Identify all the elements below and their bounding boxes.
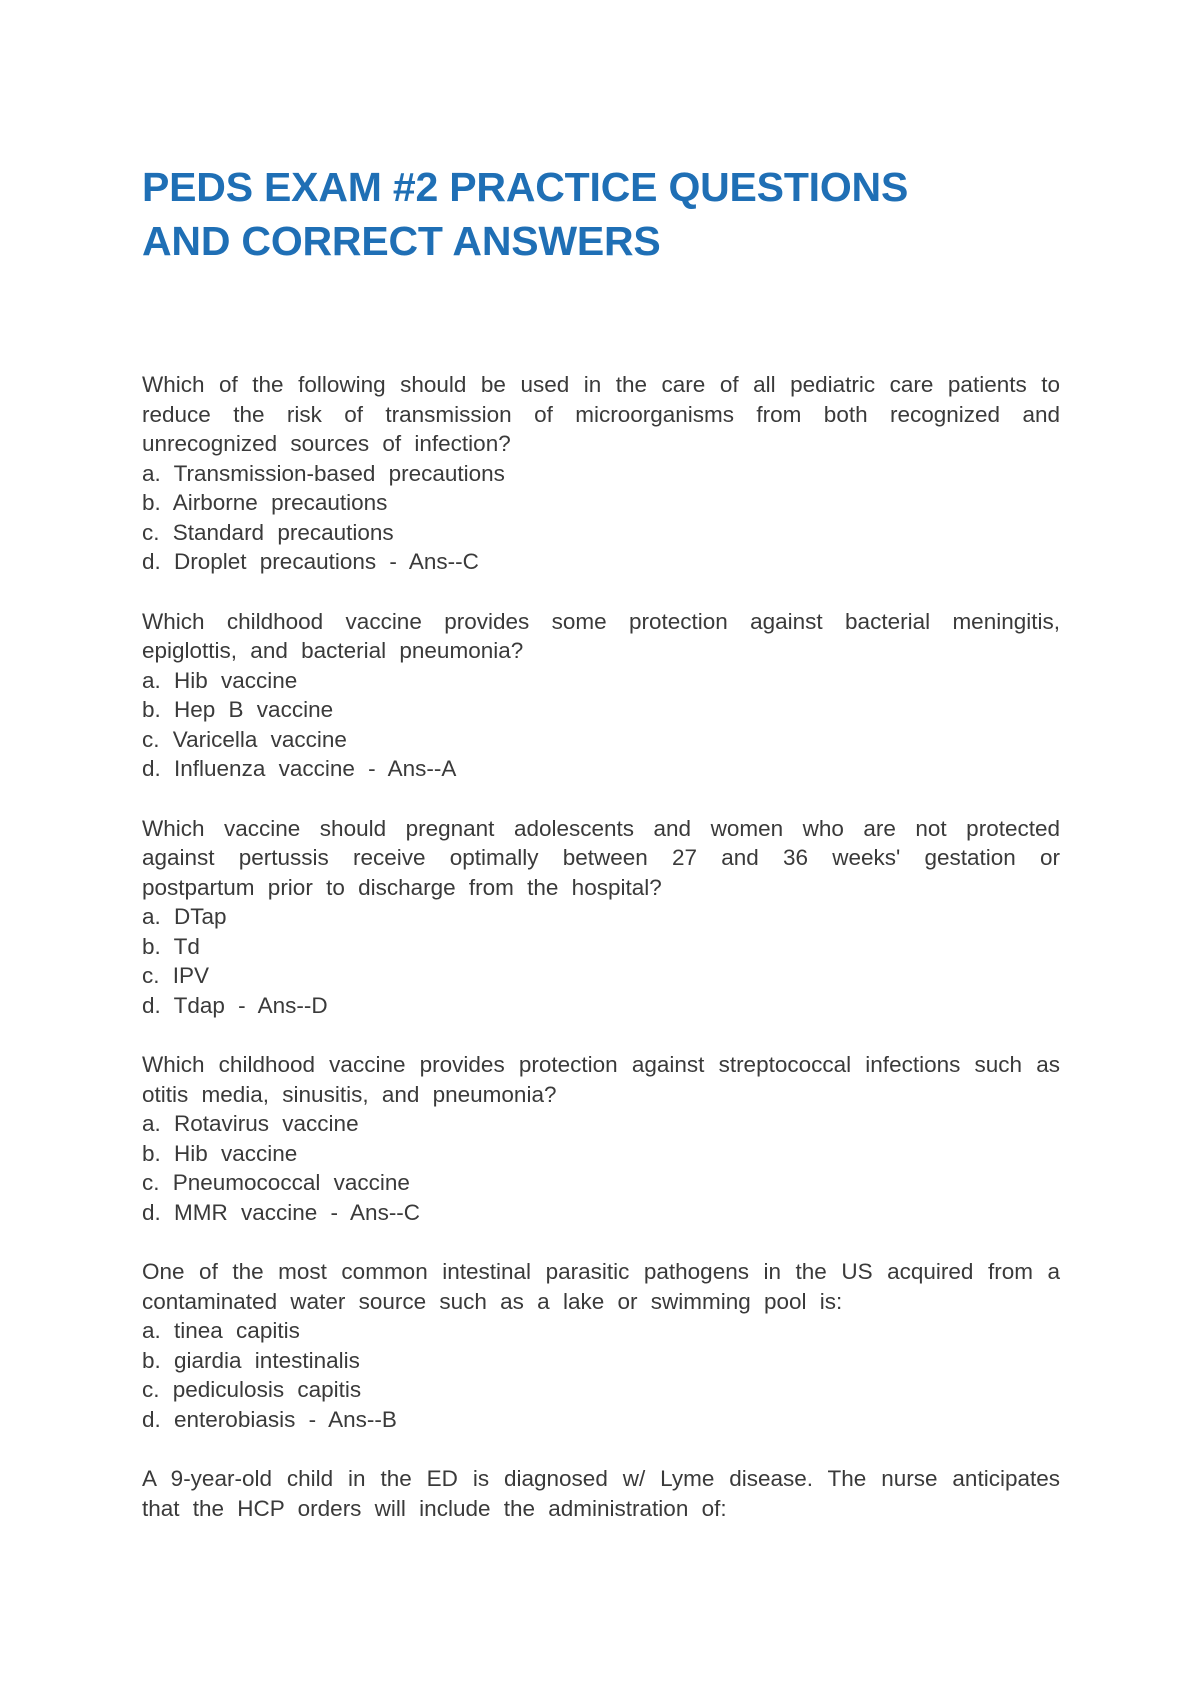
option-b: b. giardia intestinalis (142, 1347, 360, 1373)
option-d-with-answer: d. Droplet precautions - Ans--C (142, 549, 479, 574)
question-4 (142, 1050, 1060, 1227)
option-d-with-answer: d. MMR vaccine - Ans--C (142, 1199, 421, 1225)
question-5 (142, 1257, 1060, 1434)
option-c: c. pediculosis capitis (142, 1377, 362, 1402)
option-a: a. tinea capitis (142, 1318, 300, 1343)
option-a: a. Rotavirus vaccine (142, 1111, 359, 1136)
question-text: Which of the following should be used in the care of all pediatric care patients to reduce the risk of transmission of microorganisms from both recognized and unrecognized sources of infection? (142, 372, 1060, 456)
document-page (142, 160, 1060, 1553)
question-text: Which childhood vaccine provides protection against streptococcal infections such as otitis media, sinusitis, and pneumonia? (142, 1052, 1060, 1107)
option-c: c. Pneumococcal vaccine (142, 1170, 410, 1195)
option-a: a. Transmission-based precautions (142, 460, 505, 486)
answer-options (142, 459, 1060, 577)
document-title (142, 160, 1060, 268)
answer-options (142, 902, 1060, 1020)
answer-options (142, 666, 1060, 784)
question-3 (142, 814, 1060, 1021)
option-a: a. DTap (142, 904, 227, 929)
option-d-with-answer: d. enterobiasis - Ans--B (142, 1406, 397, 1432)
question-text: Which vaccine should pregnant adolescents and women who are not protected against pertussis receive optimally between 27 and 36 weeks' gestation or postpartum prior to discharge from the hospital? (142, 815, 1060, 900)
option-a: a. Hib vaccine (142, 667, 298, 693)
questions-list (142, 370, 1060, 1523)
option-b: b. Hib vaccine (142, 1140, 298, 1166)
question-text: One of the most common intestinal parasitic pathogens in the US acquired from a contaminated water source such as a lake or swimming pool is: (142, 1259, 1060, 1314)
option-d-with-answer: d. Influenza vaccine - Ans--A (142, 756, 457, 781)
question-1 (142, 370, 1060, 577)
option-d-with-answer: d. Tdap - Ans--D (142, 992, 328, 1018)
document-title-line-2: AND CORRECT ANSWERS (142, 218, 661, 264)
answer-options (142, 1316, 1060, 1434)
option-c: c. Standard precautions (142, 519, 394, 545)
option-c: c. IPV (142, 963, 210, 988)
question-6 (142, 1464, 1060, 1523)
document-title-line-1: PEDS EXAM #2 PRACTICE QUESTIONS (142, 164, 909, 210)
question-2 (142, 607, 1060, 784)
question-text: A 9-year-old child in the ED is diagnosed w/ Lyme disease. The nurse anticipates that the HCP orders will include the administration of: (142, 1466, 1060, 1521)
question-text: Which childhood vaccine provides some protection against bacterial meningitis, epiglottis, and bacterial pneumonia? (142, 608, 1060, 663)
option-b: b. Hep B vaccine (142, 697, 334, 722)
answer-options (142, 1109, 1060, 1227)
option-b: b. Airborne precautions (142, 490, 388, 515)
option-c: c. Varicella vaccine (142, 726, 347, 752)
option-b: b. Td (142, 933, 200, 959)
